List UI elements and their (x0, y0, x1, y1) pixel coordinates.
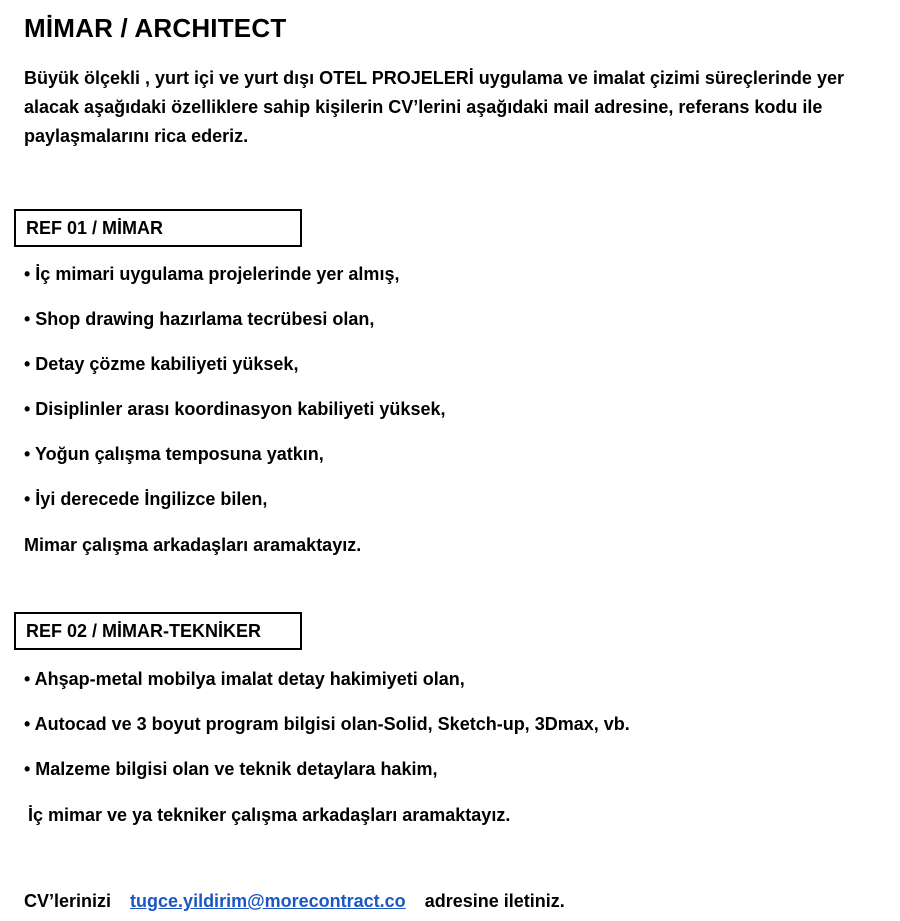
list-item: • Yoğun çalışma temposuna yatkın, (24, 444, 324, 464)
ref-02-closing-text: İç mimar ve ya tekniker çalışma arkadaşları aramaktayız. (28, 805, 511, 825)
page-title: MİMAR / ARCHITECT (24, 13, 287, 43)
list-item: • İyi derecede İngilizce bilen, (24, 489, 268, 509)
intro-paragraph: Büyük ölçekli , yurt içi ve yurt dışı OTEL PROJELERİ uygulama ve imalat çizimi süreçlerinde yer alacak aşağıdaki özelliklere sahip kişilerin CV’lerini aşağıdaki mail adresine, referans kodu ile paylaşmalarını rica ederiz. (24, 68, 844, 146)
ref-01-requirements-list (24, 263, 445, 533)
list-item: • Detay çözme kabiliyeti yüksek, (24, 354, 299, 374)
list-item: • Autocad ve 3 boyut program bilgisi olan-Solid, Sketch-up, 3Dmax, vb. (24, 714, 630, 734)
list-item: • Malzeme bilgisi olan ve teknik detaylara hakim, (24, 759, 438, 779)
list-item: • Shop drawing hazırlama tecrübesi olan, (24, 309, 375, 329)
email-link[interactable]: tugce.yildirim@morecontract.co (130, 891, 406, 911)
footer-suffix: adresine iletiniz. (424, 891, 565, 911)
ref-02-requirements-list (24, 668, 630, 803)
ref-01-heading-box: REF 01 / MİMAR (14, 209, 302, 247)
list-item: • Disiplinler arası koordinasyon kabiliyeti yüksek, (24, 399, 446, 419)
list-item: • İç mimari uygulama projelerinde yer almış, (24, 264, 400, 284)
footer-contact-line (24, 890, 565, 912)
footer-prefix: CV’lerinizi (24, 891, 112, 911)
ref-02-heading-box: REF 02 / MİMAR-TEKNİKER (14, 612, 302, 650)
ref-01-closing-text: Mimar çalışma arkadaşları aramaktayız. (24, 535, 362, 555)
list-item: • Ahşap-metal mobilya imalat detay hakimiyeti olan, (24, 669, 465, 689)
